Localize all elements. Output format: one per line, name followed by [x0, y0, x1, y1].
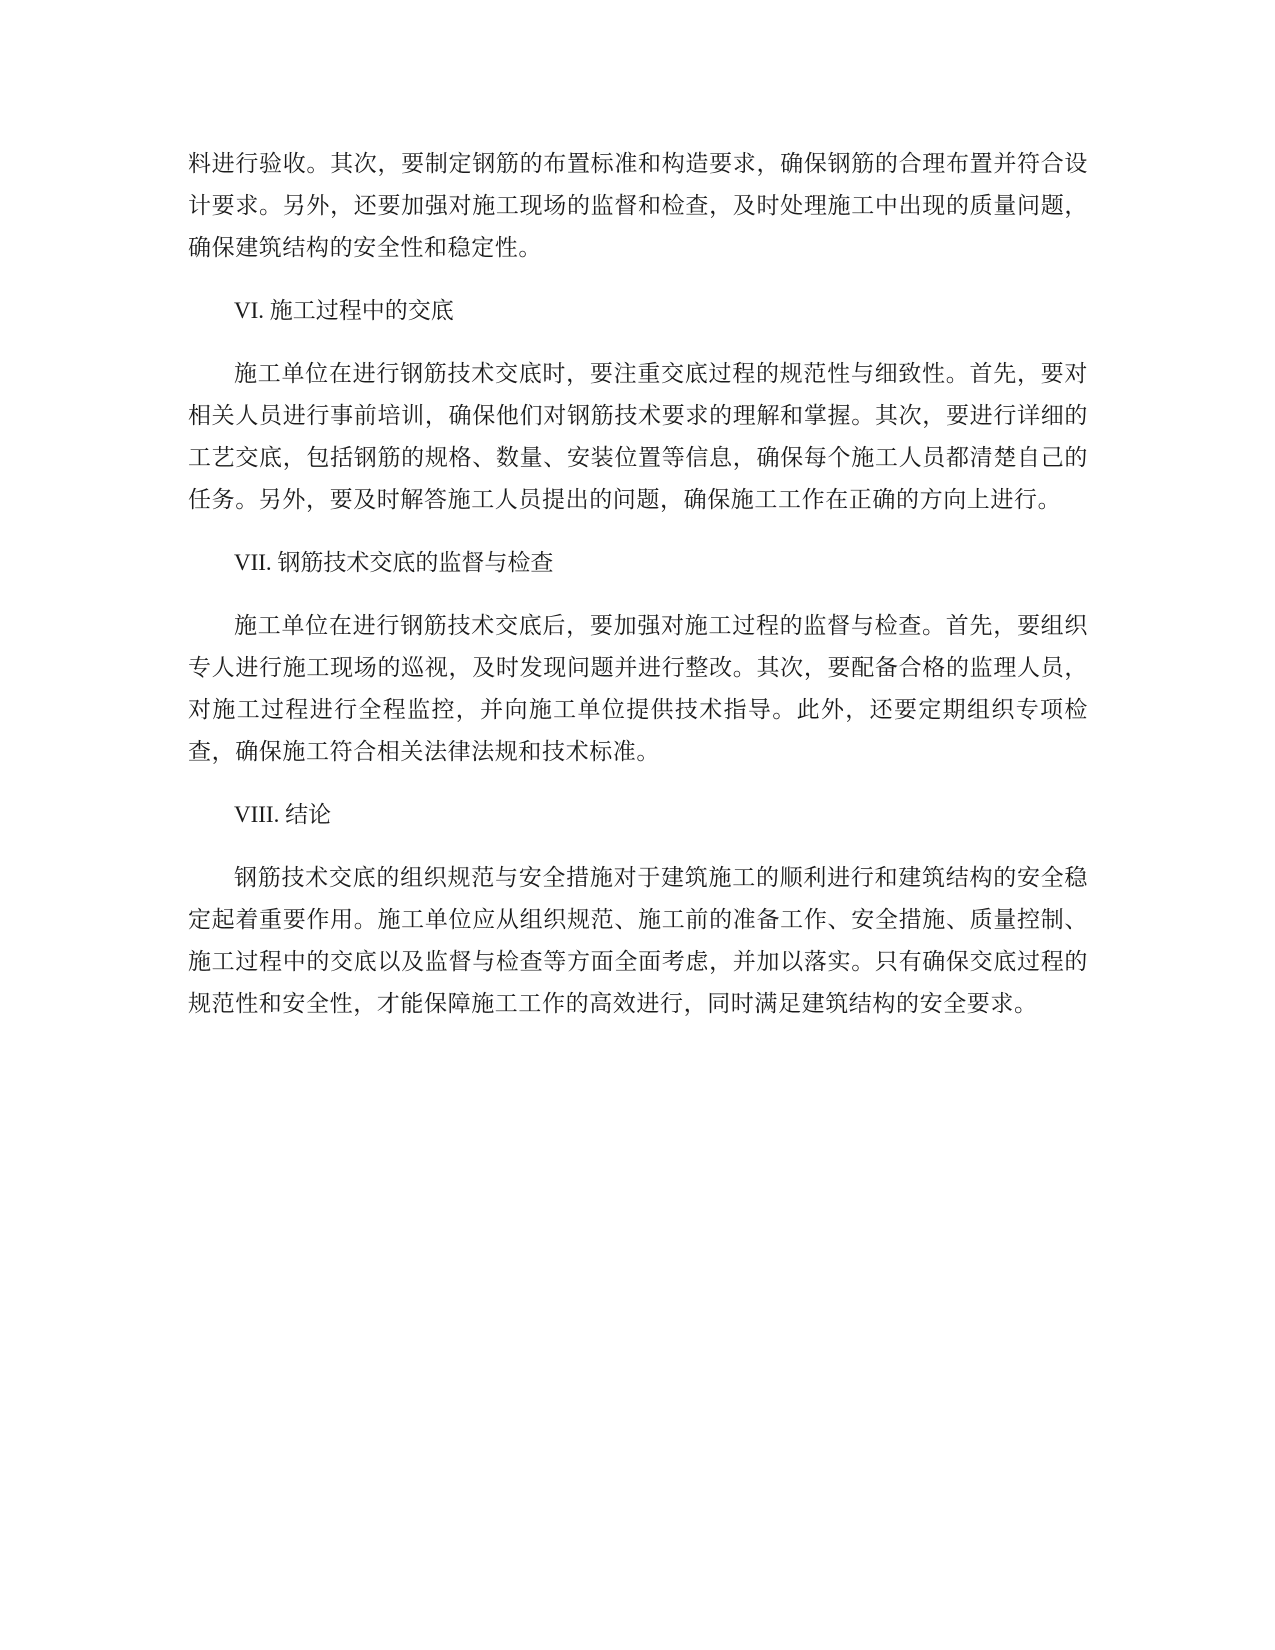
section-heading-viii: VIII. 结论 — [234, 802, 332, 827]
paragraph-supervision-inspection: 施工单位在进行钢筋技术交底后，要加强对施工过程的监督与检查。首先，要组织专人进行施工现场的巡视，及时发现问题并进行整改。其次，要配备合格的监理人员，对施工过程进行全程监控，并向施工单位提供技术指导。此外，还要定期组织专项检查，确保施工符合相关法律法规和技术标准。 — [188, 613, 1088, 765]
document-body — [188, 143, 1088, 1046]
section-heading-vii: VII. 钢筋技术交底的监督与检查 — [234, 550, 554, 575]
paragraph-continued-quality-control: 料进行验收。其次，要制定钢筋的布置标准和构造要求，确保钢筋的合理布置并符合设计要求。另外，还要加强对施工现场的监督和检查，及时处理施工中出现的质量问题，确保建筑结构的安全性和稳定性。 — [188, 151, 1088, 261]
paragraph-construction-briefing: 施工单位在进行钢筋技术交底时，要注重交底过程的规范性与细致性。首先，要对相关人员进行事前培训，确保他们对钢筋技术要求的理解和掌握。其次，要进行详细的工艺交底，包括钢筋的规格、数量、安装位置等信息，确保每个施工人员都清楚自己的任务。另外，要及时解答施工人员提出的问题，确保施工工作在正确的方向上进行。 — [188, 361, 1088, 513]
section-heading-vi: VI. 施工过程中的交底 — [234, 298, 454, 323]
paragraph-conclusion: 钢筋技术交底的组织规范与安全措施对于建筑施工的顺利进行和建筑结构的安全稳定起着重要作用。施工单位应从组织规范、施工前的准备工作、安全措施、质量控制、施工过程中的交底以及监督与检查等方面全面考虑，并加以落实。只有确保交底过程的规范性和安全性，才能保障施工工作的高效进行，同时满足建筑结构的安全要求。 — [188, 865, 1088, 1017]
